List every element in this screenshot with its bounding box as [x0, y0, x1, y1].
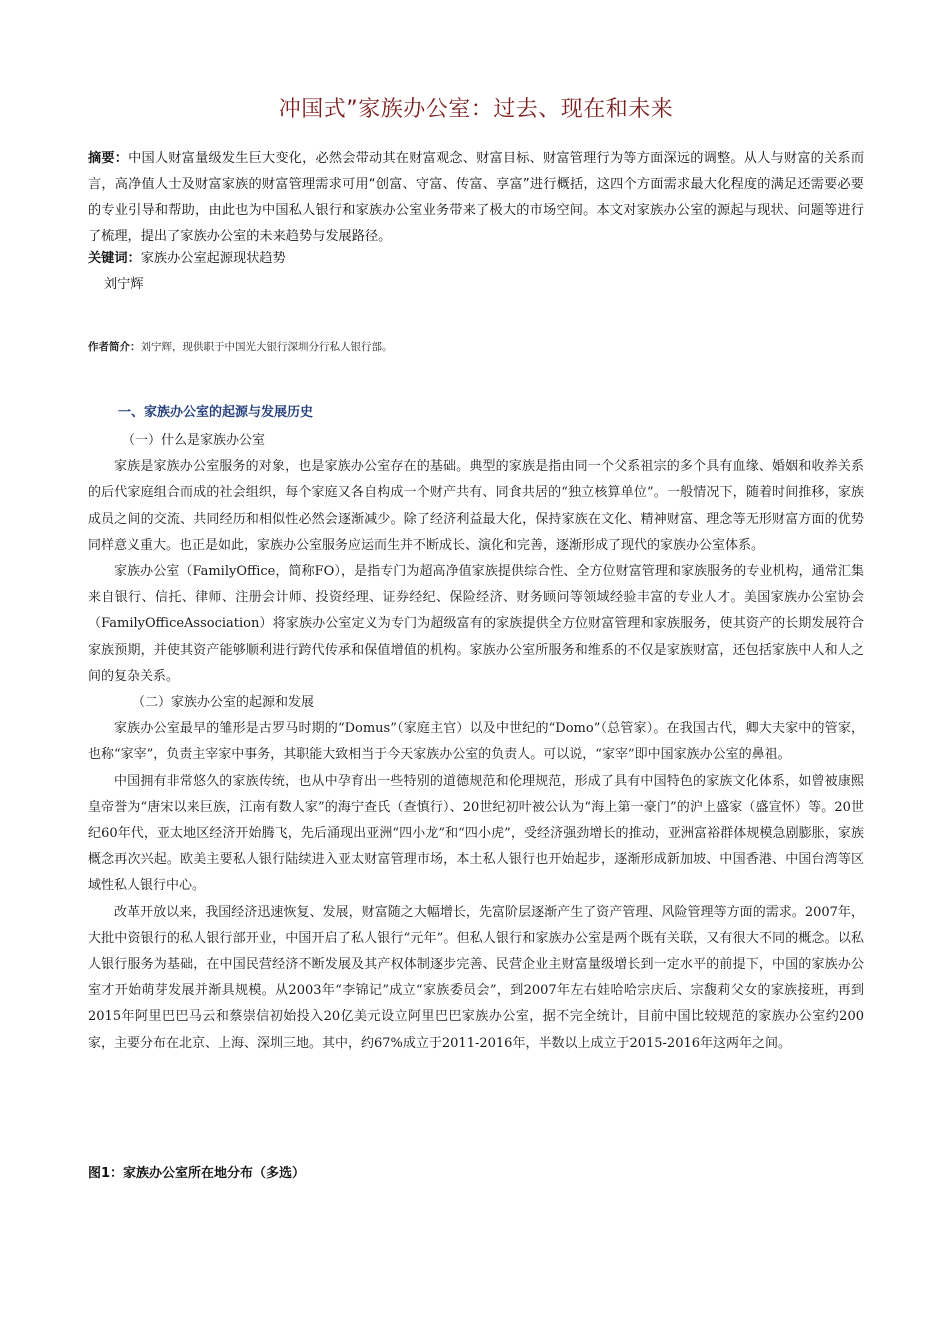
keywords-text: 家族办公室起源现状趋势	[140, 251, 286, 266]
abstract-text: 中国人财富量级发生巨大变化，必然会带动其在财富观念、财富目标、财富管理行为等方面深远的调整。从人与财富的关系而言，高净值人士及财富家族的财富管理需求可用“创富、守富、传富、享富”进行概括，这四个方面需求最大化程度的满足还需要必要的专业引导和帮助，由此也为中国私人银行和家族办公室业务带来了极大的市场空间。本文对家族办公室的源起与现状、问题等进行了梳理，提出了家族办公室的未来趋势与发展路径。	[88, 151, 865, 244]
abstract-label: 摘要：	[88, 151, 129, 166]
paper-title: 冲国式”家族办公室：过去、现在和未来	[278, 97, 674, 122]
subsection-heading: （一）什么是家族办公室	[122, 433, 266, 448]
body-text	[88, 428, 864, 1057]
subsection-heading: （二）家族办公室的起源和发展	[132, 695, 315, 711]
keywords-label: 关键词：	[88, 251, 141, 266]
author-note-label: 作者简介：	[88, 341, 141, 353]
paragraph: 家族是家族办公室服务的对象，也是家族办公室存在的基础。典型的家族是指由同一个父系祖宗的多个具有血缘、婚姻和收养关系的后代家庭组合而成的社会组织，每个家庭又各自构成一个财产共有、同食共居的“独立核算单位”。一般情况下，随着时间推移，家族成员之间的交流、共同经历和相似性必然会逐渐减少。除了经济利益最大化，保持家族在文化、精神财富、理念等无形财富方面的优势同样意义重大。也正是如此，家族办公室服务应运而生并不断成长、演化和完善，逐渐形成了现代的家族办公室体系。	[88, 459, 864, 553]
figure-caption: 图1：家族办公室所在地分布（多选）	[88, 1166, 306, 1181]
paragraph: 家族办公室（FamilyOffice，简称FO），是指专门为超高净值家族提供综合性、全方位财富管理和家族服务的专业机构，通常汇集来自银行、信托、律师、注册会计师、投资经理、证券经纪、保险经济、财务顾问等领域经验丰富的专业人才。美国家族办公室协会（FamilyOfficeAssociation）将家族办公室定义为专门为超级富有的家族提供全方位财富管理和家族服务，使其资产的长期发展符合家族预期，并使其资产能够顺利进行跨代传承和保值增值的机构。家族办公室所服务和维系的不仅是家族财富，还包括家族中人和人之间的复杂关系。	[88, 564, 864, 684]
author-note-text: 刘宁辉，现供职于中国光大银行深圳分行私人银行部。	[140, 341, 393, 353]
author-name: 刘宁辉	[104, 277, 144, 292]
keywords	[88, 248, 286, 270]
section-heading: 一、家族办公室的起源与发展历史	[118, 405, 314, 420]
paragraph: 家族办公室最早的雏形是古罗马时期的“Domus”（家庭主官）以及中世纪的“Domo”（总管家）。在我国古代，卿大夫家中的管家，也称“家宰”，负责主宰家中事务，其职能大致相当于今天家族办公室的负责人。可以说，“家宰”即中国家族办公室的鼻祖。	[88, 721, 864, 763]
paragraph: 中国拥有非常悠久的家族传统，也从中孕育出一些特别的道德规范和伦理规范，形成了具有中国特色的家族文化体系，如曾被康熙皇帝誉为“唐宋以来巨族，江南有数人家”的海宁查氏（查慎行）、20世纪初叶被公认为“海上第一豪门”的沪上盛家（盛宣怀）等。20世纪60年代，亚太地区经济开始腾飞，先后涌现出亚洲“四小龙”和“四小虎”，受经济强劲增长的推动，亚洲富裕群体规模急剧膨胀，家族概念再次兴起。欧美主要私人银行陆续进入亚太财富管理市场，本土私人银行也开始起步，逐渐形成新加坡、中国香港、中国台湾等区域性私人银行中心。	[88, 773, 864, 894]
abstract	[88, 146, 864, 250]
author-note	[88, 338, 393, 356]
paragraph: 改革开放以来，我国经济迅速恢复、发展，财富随之大幅增长，先富阶层逐渐产生了资产管理、风险管理等方面的需求。2007年，大批中资银行的私人银行部开业，中国开启了私人银行“元年”。但私人银行和家族办公室是两个既有关联，又有很大不同的概念。以私人银行服务为基础，在中国民营经济不断发展及其产权体制逐步完善、民营企业主财富量级增长到一定水平的前提下，中国的家族办公室才开始萌芽发展并渐具规模。从2003年“李锦记”成立“家族委员会”，到2007年左右娃哈哈宗庆后、宗馥莉父女的家族接班，再到2015年阿里巴巴马云和蔡崇信初始投入20亿美元设立阿里巴巴家族办公室，据不完全统计，目前中国比较规范的家族办公室约200家，主要分布在北京、上海、深圳三地。其中，约67%成立于2011-2016年，半数以上成立于2015-2016年这两年之间。	[88, 904, 864, 1051]
